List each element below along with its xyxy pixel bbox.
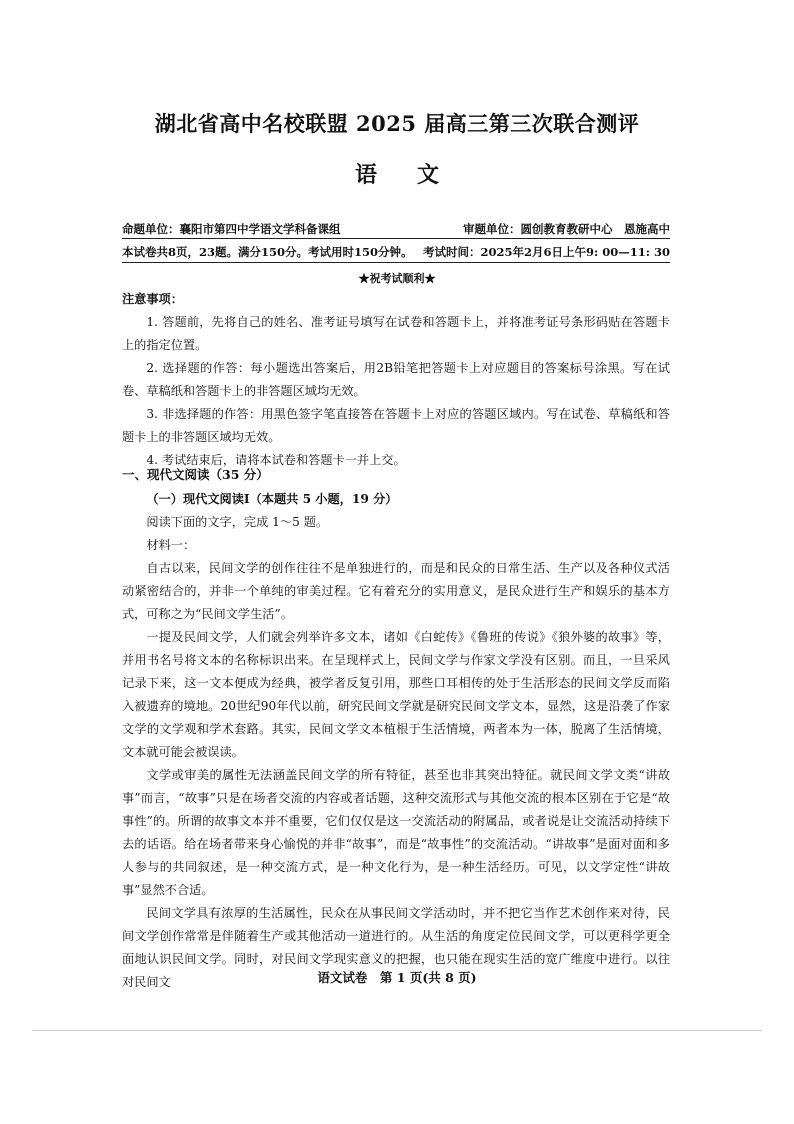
notice-item: 3. 非选择题的作答：用黑色签字笔直接答在答题卡上对应的答题区域内。写在试卷、草稿纸和答题卡上的非答题区域均无效。 [122, 407, 670, 444]
divider [122, 238, 670, 239]
notice-title: 注意事项： [122, 292, 183, 306]
scan-edge-line [32, 1030, 762, 1031]
paragraph: 一提及民间文学，人们就会列举许多文本，诸如《白蛇传》《鲁班的传说》《狼外婆的故事》等，并用书名号将文本的名称标识出来。在呈现样式上，民间文学与作家文学没有区别。而且，一旦采风记录下来，这一文本便成为经典，被学者反复引用，那些口耳相传的处于生活形态的民间文学反而陷入被遗弃的境地。20世纪90年代以前，研究民间文学就是研究民间文学文本，显然，这是沿袭了作家文学的文学观和学术套路。其实，民间文学文本植根于生活情境，两者本为一体，脱离了生活情境，文本就可能会被误读。 [122, 630, 670, 759]
proposer-unit: 命题单位：襄阳市第四中学语文学科备课组 [122, 222, 341, 236]
exam-time: 考试时间：2025年2月6日上午9: 00—11: 30 [422, 245, 670, 259]
subject-title: 语文 [354, 162, 479, 188]
subsection-heading: （一）现代文阅读Ⅰ（本题共 5 小题，19 分） [146, 492, 398, 506]
notice-item: 4. 考试结束后，请将本试卷和答题卡一并上交。 [146, 453, 406, 467]
notice-item: 1. 答题前，先将自己的姓名、准考证号填写在试卷和答题卡上，并将准考证号条形码贴在答题卡上的指定位置。 [122, 315, 670, 352]
material-label: 材料一： [146, 538, 196, 552]
exam-info: 本试卷共8页，23题。满分150分。考试用时150分钟。 [122, 245, 413, 259]
notice-item: 2. 选择题的作答：每小题选出答案后，用2B铅笔把答题卡上对应题目的答案标号涂黑。写在试卷、草稿纸和答题卡上的非答题区域均无效。 [122, 361, 670, 398]
exam-title: 湖北省高中名校联盟 2025 届高三第三次联合测评 [154, 111, 640, 136]
reviewer-unit: 审题单位：圆创教育教研中心 恩施高中 [463, 222, 670, 236]
divider [122, 262, 670, 263]
instruction-text: 阅读下面的文字，完成 1～5 题。 [146, 515, 329, 529]
reading-block [122, 488, 670, 994]
section-heading: 一、现代文阅读（35 分） [122, 467, 269, 482]
paragraph: 民间文学具有浓厚的生活属性，民众在从事民间文学活动时，并不把它当作艺术创作来对待，民间文学创作常常是伴随着生产或其他活动一道进行的。从生活的角度定位民间文学，可以更科学更全面地认识民间文学。同时，对民间文学现实意义的把握，也只能在现实生活的宽广维度中进行。以往对民间文 [122, 906, 670, 989]
good-luck-banner: ★祝考试顺利★ [358, 272, 436, 285]
meta-row-exam [122, 244, 670, 260]
meta-row-units [122, 221, 670, 237]
notice-block [122, 288, 670, 472]
paragraph: 文学或审美的属性无法涵盖民间文学的所有特征，甚至也非其突出特征。就民间文学文类“讲故事”而言，“故事”只是在场者交流的内容或者话题，这种交流形式与其他交流的根本区别在于它是“故事性”的。所谓的故事文本并不重要，它们仅仅是这一交流活动的附属品，或者说是让交流活动持续下去的话语。给在场者带来身心愉悦的并非“故事”，而是“故事性”的交流活动。“讲故事”是面对面和多人参与的共同叙述，是一种交流方式，是一种文化行为，是一种生活经历。可见，以文学定性“讲故事”显然不合适。 [122, 768, 670, 897]
paragraph: 自古以来，民间文学的创作往往不是单独进行的，而是和民众的日常生活、生产以及各种仪式活动紧密结合的，并非一个单纯的审美过程。它有着充分的实用意义，是民众进行生产和娱乐的基本方式，可称之为“民间文学生活”。 [122, 561, 670, 621]
page-footer: 语文试卷 第 1 页(共 8 页) [317, 970, 477, 985]
